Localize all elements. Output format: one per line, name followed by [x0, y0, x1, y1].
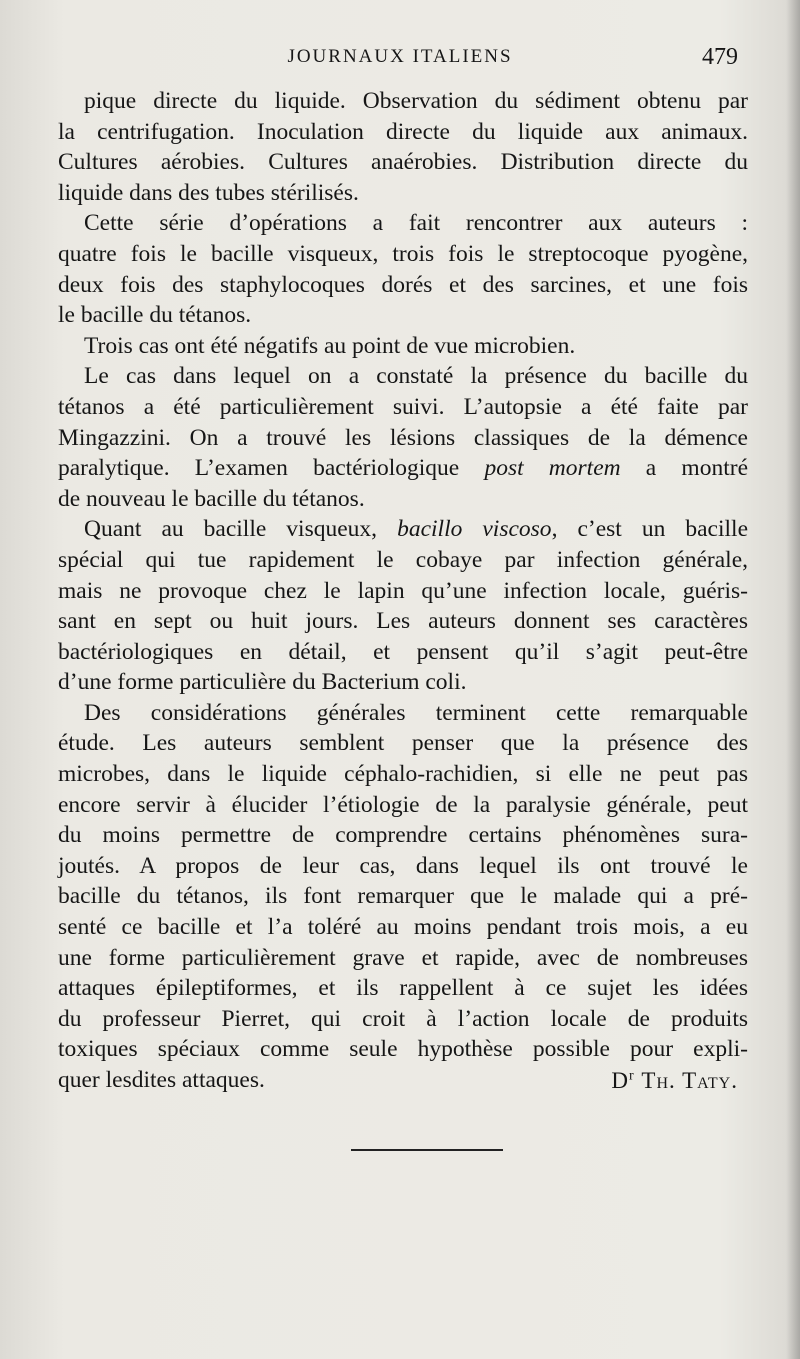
text-line: encore servir à élucider l’étiologie de la paralysie générale, peut: [58, 791, 748, 818]
text-line: de nouveau le bacille du tétanos.: [58, 485, 365, 512]
page-header: [0, 46, 800, 76]
text-line: senté ce bacille et l’a toléré au moins pendant trois mois, a eu: [58, 914, 748, 941]
text-line: étude. Les auteurs semblent penser que la présence des: [58, 730, 748, 757]
text-line: une forme particulièrement grave et rapide, avec de nombreuses: [58, 944, 748, 971]
text-line: tétanos a été particulièrement suivi. L’autopsie a été faite par: [58, 393, 748, 420]
text-line: bactériologiques en détail, et pensent qu’il s’agit peut-être: [58, 638, 748, 665]
article-body: [58, 86, 748, 1096]
text-line: du moins permettre de comprendre certains phénomènes sura-: [58, 822, 748, 849]
text-line: Des considérations générales terminent cette remarquable: [84, 699, 748, 726]
text-line: paralytique. L’examen bactériologique post mortem a montré: [58, 455, 748, 482]
text-line: Quant au bacille visqueux, bacillo viscoso, c’est un bacille: [84, 516, 748, 543]
text-line: Cette série d’opérations a fait rencontrer aux auteurs :: [84, 210, 748, 237]
text-line: Trois cas ont été négatifs au point de vue microbien.: [84, 332, 576, 359]
end-rule: [351, 1149, 503, 1151]
paragraph: [58, 361, 748, 514]
paragraph: [58, 208, 748, 330]
paragraph: [58, 331, 748, 362]
paragraph: [58, 86, 748, 208]
text-line: Mingazzini. On a trouvé les lésions classiques de la démence: [58, 424, 748, 451]
paragraph: [58, 698, 748, 1096]
text-line: bacille du tétanos, ils font remarquer que le malade qui a pré-: [58, 883, 748, 910]
text-line: joutés. A propos de leur cas, dans lequel ils ont trouvé le: [58, 852, 748, 879]
page-edge-shadow: [786, 0, 800, 1359]
paragraph: [58, 514, 748, 698]
text-line: microbes, dans le liquide céphalo-rachidien, si elle ne peut pas: [58, 761, 748, 788]
text-line: du professeur Pierret, qui croit à l’action locale de produits: [58, 1005, 748, 1032]
text-line: le bacille du tétanos.: [58, 302, 252, 329]
page-number: 479: [702, 44, 738, 70]
text-line: spécial qui tue rapidement le cobaye par infection générale,: [58, 546, 748, 573]
running-head: JOURNAUX ITALIENS: [287, 46, 513, 67]
text-line: Le cas dans lequel on a constaté la présence du bacille du: [84, 363, 748, 390]
text-line: liquide dans des tubes stérilisés.: [58, 179, 359, 206]
text-line: deux fois des staphylocoques dorés et des sarcines, et une fois: [58, 271, 748, 298]
signature-title: $D^r$: [611, 1068, 635, 1093]
text-line: mais ne provoque chez le lapin qu’une infection locale, guéris-: [58, 577, 748, 604]
text-line: sant en sept ou huit jours. Les auteurs donnent ses caractères: [58, 608, 748, 635]
text-line: d’une forme particulière du Bacterium coli.: [58, 669, 467, 696]
text-line: toxiques spéciaux comme seule hypothèse possible pour expli-: [58, 1036, 748, 1063]
text-line: quatre fois le bacille visqueux, trois fois le streptocoque pyogène,: [58, 240, 748, 267]
text-line: attaques épileptiformes, et ils rappellent à ce sujet les idées: [58, 975, 748, 1002]
signature-name: Th. Taty.: [641, 1068, 738, 1093]
text-line: pique directe du liquide. Observation du sédiment obtenu par: [84, 88, 748, 114]
text-line: Cultures aérobies. Cultures anaérobies. Distribution directe du: [58, 149, 748, 176]
author-signature: [611, 1068, 738, 1094]
text-line: la centrifugation. Inoculation directe du liquide aux animaux.: [58, 118, 748, 145]
text-line: quer lesdites attaques.: [58, 1067, 265, 1093]
